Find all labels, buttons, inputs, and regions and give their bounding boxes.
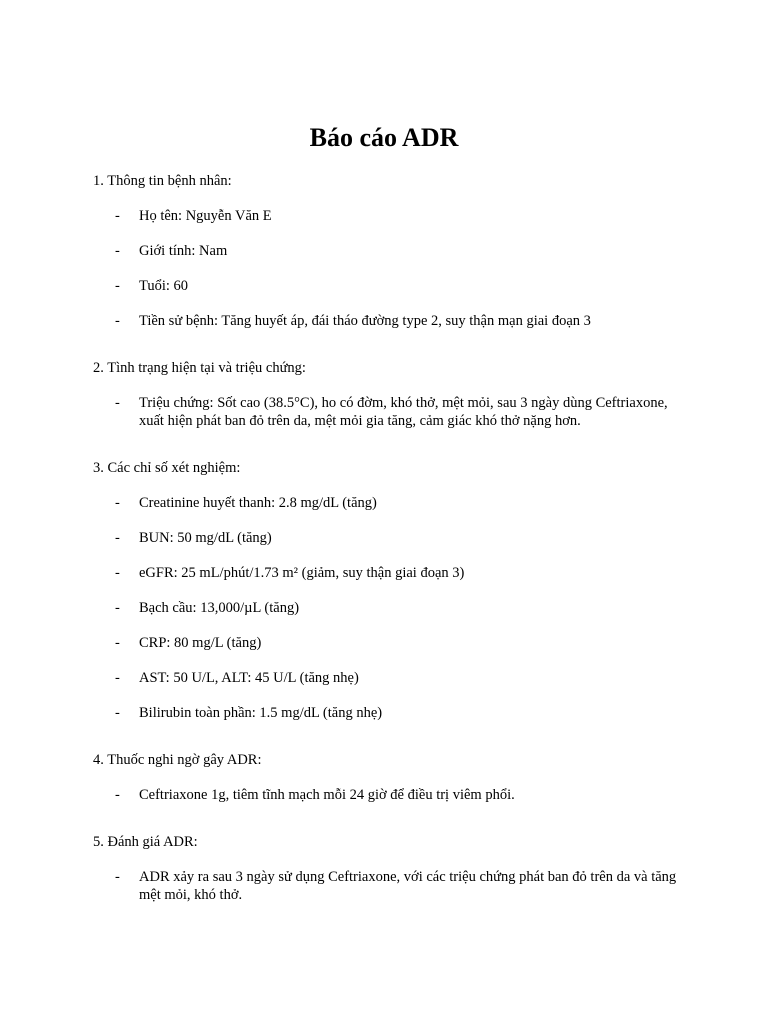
bullet-dash: - — [115, 565, 120, 581]
list-item — [93, 494, 683, 512]
section-heading: 2. Tình trạng hiện tại và triệu chứng: — [93, 360, 306, 376]
item-text: AST: 50 U/L, ALT: 45 U/L (tăng nhẹ) — [139, 670, 359, 686]
list-item — [93, 564, 683, 582]
bullet-dash: - — [115, 787, 120, 803]
list-item — [93, 704, 683, 722]
item-text: Giới tính: Nam — [139, 243, 228, 259]
bullet-dash: - — [115, 278, 120, 294]
bullet-dash: - — [115, 635, 120, 651]
list-item — [93, 599, 683, 617]
list-item — [93, 207, 683, 225]
item-text: ADR xảy ra sau 3 ngày sử dụng Ceftriaxone, với các triệu chứng phát ban đỏ trên da và tăng mệt mỏi, khó thở. — [139, 869, 677, 903]
document-title: Báo cáo ADR — [309, 123, 459, 152]
item-text: Tiền sử bệnh: Tăng huyết áp, đái tháo đường type 2, suy thận mạn giai đoạn 3 — [139, 313, 591, 329]
list-item — [93, 394, 683, 430]
section-heading: 5. Đánh giá ADR: — [93, 834, 198, 850]
item-list — [93, 786, 683, 804]
bullet-dash: - — [115, 530, 120, 546]
bullet-dash: - — [115, 208, 120, 224]
section-suspected-drug — [93, 751, 683, 804]
bullet-dash: - — [115, 600, 120, 616]
item-text: Họ tên: Nguyễn Văn E — [139, 208, 272, 224]
item-list — [93, 394, 683, 430]
item-text: BUN: 50 mg/dL (tăng) — [139, 530, 272, 546]
list-item — [93, 634, 683, 652]
item-text: CRP: 80 mg/L (tăng) — [139, 635, 262, 651]
list-item — [93, 669, 683, 687]
bullet-dash: - — [115, 243, 120, 259]
section-adr-assessment — [93, 833, 683, 904]
item-text: Ceftriaxone 1g, tiêm tĩnh mạch mỗi 24 giờ để điều trị viêm phổi. — [139, 787, 515, 803]
list-item — [93, 312, 683, 330]
section-heading: 4. Thuốc nghi ngờ gây ADR: — [93, 752, 262, 768]
list-item — [93, 529, 683, 547]
list-item — [93, 277, 683, 295]
item-text: Creatinine huyết thanh: 2.8 mg/dL (tăng) — [139, 495, 377, 511]
bullet-dash: - — [115, 313, 120, 329]
section-current-status — [93, 359, 683, 430]
section-heading: 1. Thông tin bệnh nhân: — [93, 173, 232, 189]
item-text: eGFR: 25 mL/phút/1.73 m² (giảm, suy thận giai đoạn 3) — [139, 565, 465, 581]
item-text: Bạch cầu: 13,000/µL (tăng) — [139, 600, 300, 616]
section-lab-results — [93, 459, 683, 722]
item-list — [93, 207, 683, 330]
bullet-dash: - — [115, 705, 120, 721]
section-patient-info — [93, 172, 683, 330]
document-body — [93, 172, 683, 933]
bullet-dash: - — [115, 869, 120, 885]
list-item — [93, 868, 683, 904]
list-item — [93, 242, 683, 260]
bullet-dash: - — [115, 670, 120, 686]
item-text: Bilirubin toàn phần: 1.5 mg/dL (tăng nhẹ) — [139, 705, 383, 721]
bullet-dash: - — [115, 495, 120, 511]
item-text: Tuổi: 60 — [139, 278, 189, 294]
item-text: Triệu chứng: Sốt cao (38.5°C), ho có đờm, khó thở, mệt mỏi, sau 3 ngày dùng Ceftriaxone, xuất hiện phát ban đỏ trên da, mệt mỏi gia tăng, cảm giác khó thở nặng hơn. — [139, 395, 668, 429]
item-list — [93, 868, 683, 904]
list-item — [93, 786, 683, 804]
section-heading: 3. Các chỉ số xét nghiệm: — [93, 460, 241, 476]
bullet-dash: - — [115, 395, 120, 411]
item-list — [93, 494, 683, 722]
